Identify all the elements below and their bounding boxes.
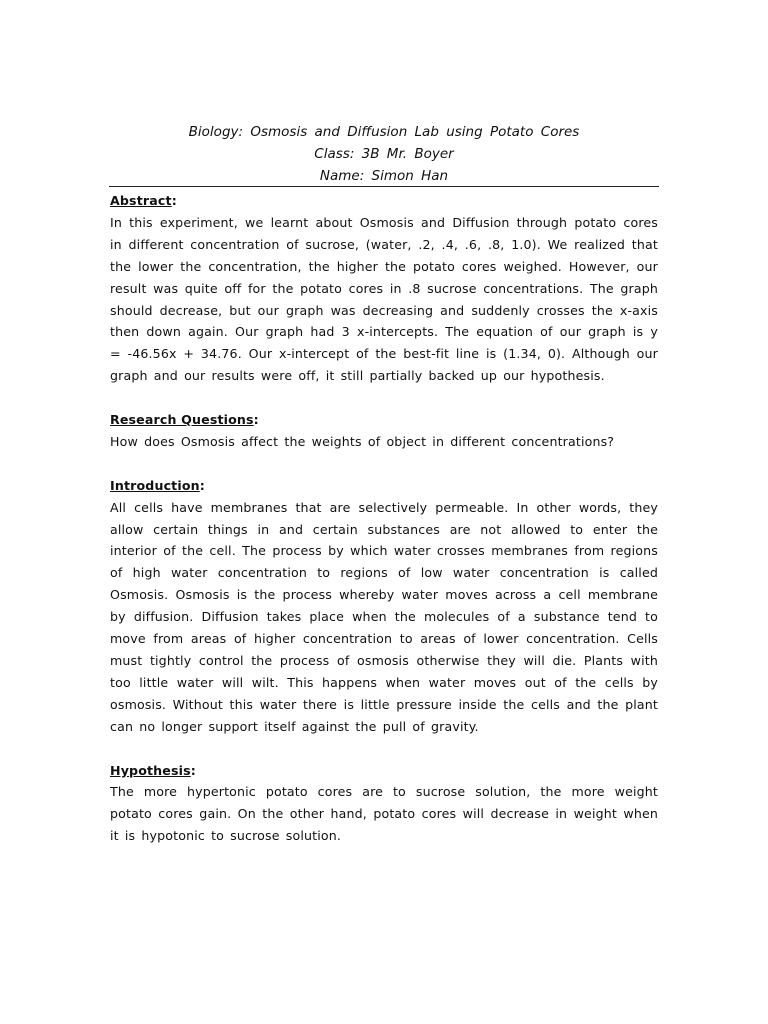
introduction-text: All cells have membranes that are selectively permeable. In other words, they allow certain things in and certain substances are not allowed to enter the interior of the cell. The process by which water crosses membranes from regions of high water concentration to regions of low water concentration is called Osmosis. Osmosis is the process whereby water moves across a cell membrane by diffusion. Diffusion takes place when the molecules of a substance tend to move from areas of higher concentration to areas of lower concentration. Cells must tightly control the process of osmosis otherwise they will die. Plants with too little water will wilt. This happens when water moves out of the cells by osmosis. Without this water there is little pressure inside the cells and the plant can no longer support itself against the pull of gravity.: [110, 499, 658, 734]
spacer: [110, 453, 658, 475]
hypothesis-text: The more hypertonic potato cores are to sucrose solution, the more weight potato cores gain. On the other hand, potato cores will decrease in weight when it is hypotonic to sucrose solution.: [110, 784, 658, 844]
document-title: Biology: Osmosis and Diffusion Lab using Potato Cores: [188, 124, 580, 140]
header-divider: [109, 186, 659, 187]
research-questions-text: How does Osmosis affect the weights of object in different concentrations?: [110, 433, 615, 449]
spacer: [110, 387, 658, 409]
spacer: [110, 738, 658, 760]
research-questions-heading: Research Questions:: [110, 412, 259, 428]
class-line: Class: 3B Mr. Boyer: [314, 146, 454, 162]
hypothesis-heading: Hypothesis:: [110, 762, 196, 778]
abstract-text: In this experiment, we learnt about Osmosis and Diffusion through potato cores in different concentration of sucrose, (water, .2, .4, .6, .8, 1.0). We realized that the lower the concentration, the higher the potato cores weighed. However, our result was quite off for the potato cores in .8 sucrose concentrations. The graph should decrease, but our graph was decreasing and suddenly crosses the x-axis then down again. Our graph had 3 x-intercepts. The equation of our graph is y = -46.56x + 34.76. Our x-intercept of the best-fit line is (1.34, 0). Although our graph and our results were off, it still partially backed up our hypothesis.: [110, 214, 658, 384]
document-header: [110, 121, 658, 187]
author-line: Name: Simon Han: [319, 168, 449, 184]
introduction-heading: Introduction:: [110, 477, 205, 493]
document-body: [110, 190, 658, 847]
abstract-heading: Abstract:: [110, 193, 177, 208]
